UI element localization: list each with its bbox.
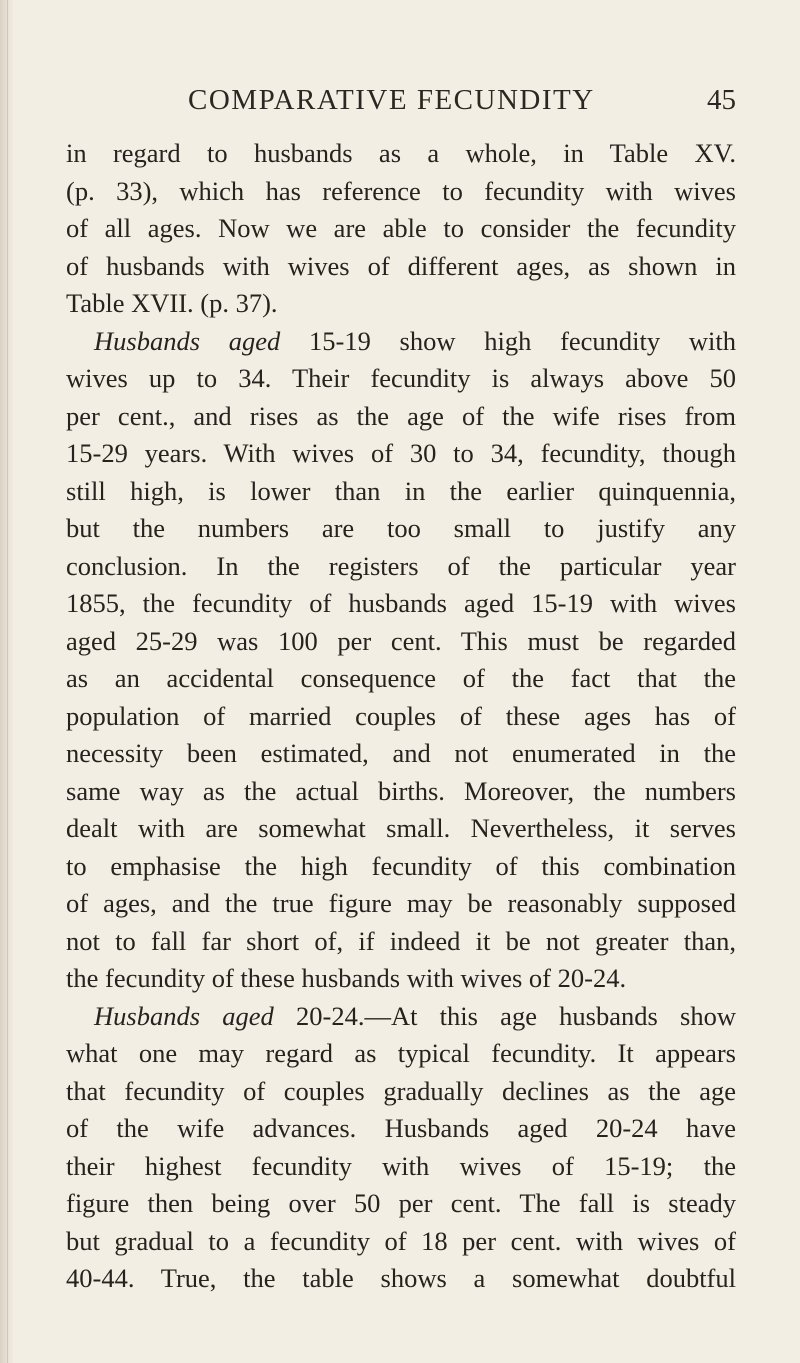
text-line: as an accidental consequence of the fact that the (66, 663, 736, 693)
text-line: wives up to 34. Their fecundity is always above 50 (66, 363, 736, 393)
text-line: but gradual to a fecundity of 18 per cent. with wives of (66, 1225, 736, 1256)
text-line: necessity been estimated, and not enumerated in the (66, 738, 736, 768)
text-line: but the numbers are too small to justify any (66, 513, 736, 543)
text-line: Table XVII. (p. 37). (66, 288, 278, 318)
text-line: (p. 33), which has reference to fecundity with wives (66, 175, 736, 206)
text-line: 15-29 years. With wives of 30 to 34, fecundity, though (66, 438, 736, 468)
paragraph-lead-italic: Husbands aged (94, 1000, 274, 1031)
text-line: still high, is lower than in the earlier quinquennia, (66, 475, 736, 506)
page-header (66, 84, 736, 124)
text-line: of all ages. Now we are able to consider the fecundity (66, 213, 736, 243)
text-line: the fecundity of these husbands with wives of 20-24. (66, 963, 627, 993)
paragraph-lead-rest: 20-24.—At this age husbands show (273, 1000, 736, 1031)
text-line (66, 998, 736, 1036)
text-line: in regard to husbands as a whole, in Table XV. (66, 138, 736, 168)
text-line: dealt with are somewhat small. Nevertheless, it serves (66, 813, 736, 843)
page-binding-edge (0, 0, 14, 1363)
paragraph-lead-italic: Husbands aged (94, 325, 281, 356)
text-line: aged 25-29 was 100 per cent. This must be regarded (66, 625, 736, 656)
body-text (66, 135, 736, 1298)
text-line: population of married couples of these ages has of (66, 700, 736, 731)
text-line: 1855, the fecundity of husbands aged 15-19 with wives (66, 588, 736, 618)
paragraph-2 (66, 323, 736, 998)
text-line: not to fall far short of, if indeed it be not greater than, (66, 925, 736, 956)
text-line (66, 323, 736, 361)
text-line: their highest fecundity with wives of 15-19; the (66, 1150, 736, 1181)
text-line: what one may regard as typical fecundity. It appears (66, 1038, 736, 1068)
page-number: 45 (707, 84, 736, 116)
text-line: to emphasise the high fecundity of this combination (66, 850, 736, 881)
running-title: COMPARATIVE FECUNDITY (188, 84, 595, 116)
text-line: conclusion. In the registers of the particular year (66, 550, 736, 581)
text-line: per cent., and rises as the age of the wife rises from (66, 400, 736, 431)
text-line: of ages, and the true figure may be reasonably supposed (66, 888, 736, 918)
text-line: of the wife advances. Husbands aged 20-24 have (66, 1113, 736, 1143)
paragraph-1 (66, 135, 736, 323)
text-line: 40-44. True, the table shows a somewhat doubtful (66, 1263, 736, 1293)
paragraph-lead-rest: 15-19 show high fecundity with (280, 325, 736, 356)
text-line: figure then being over 50 per cent. The fall is steady (66, 1188, 736, 1218)
paragraph-3 (66, 998, 736, 1298)
text-line: that fecundity of couples gradually declines as the age (66, 1075, 736, 1106)
text-line: same way as the actual births. Moreover, the numbers (66, 775, 736, 806)
text-line: of husbands with wives of different ages, as shown in (66, 250, 736, 281)
